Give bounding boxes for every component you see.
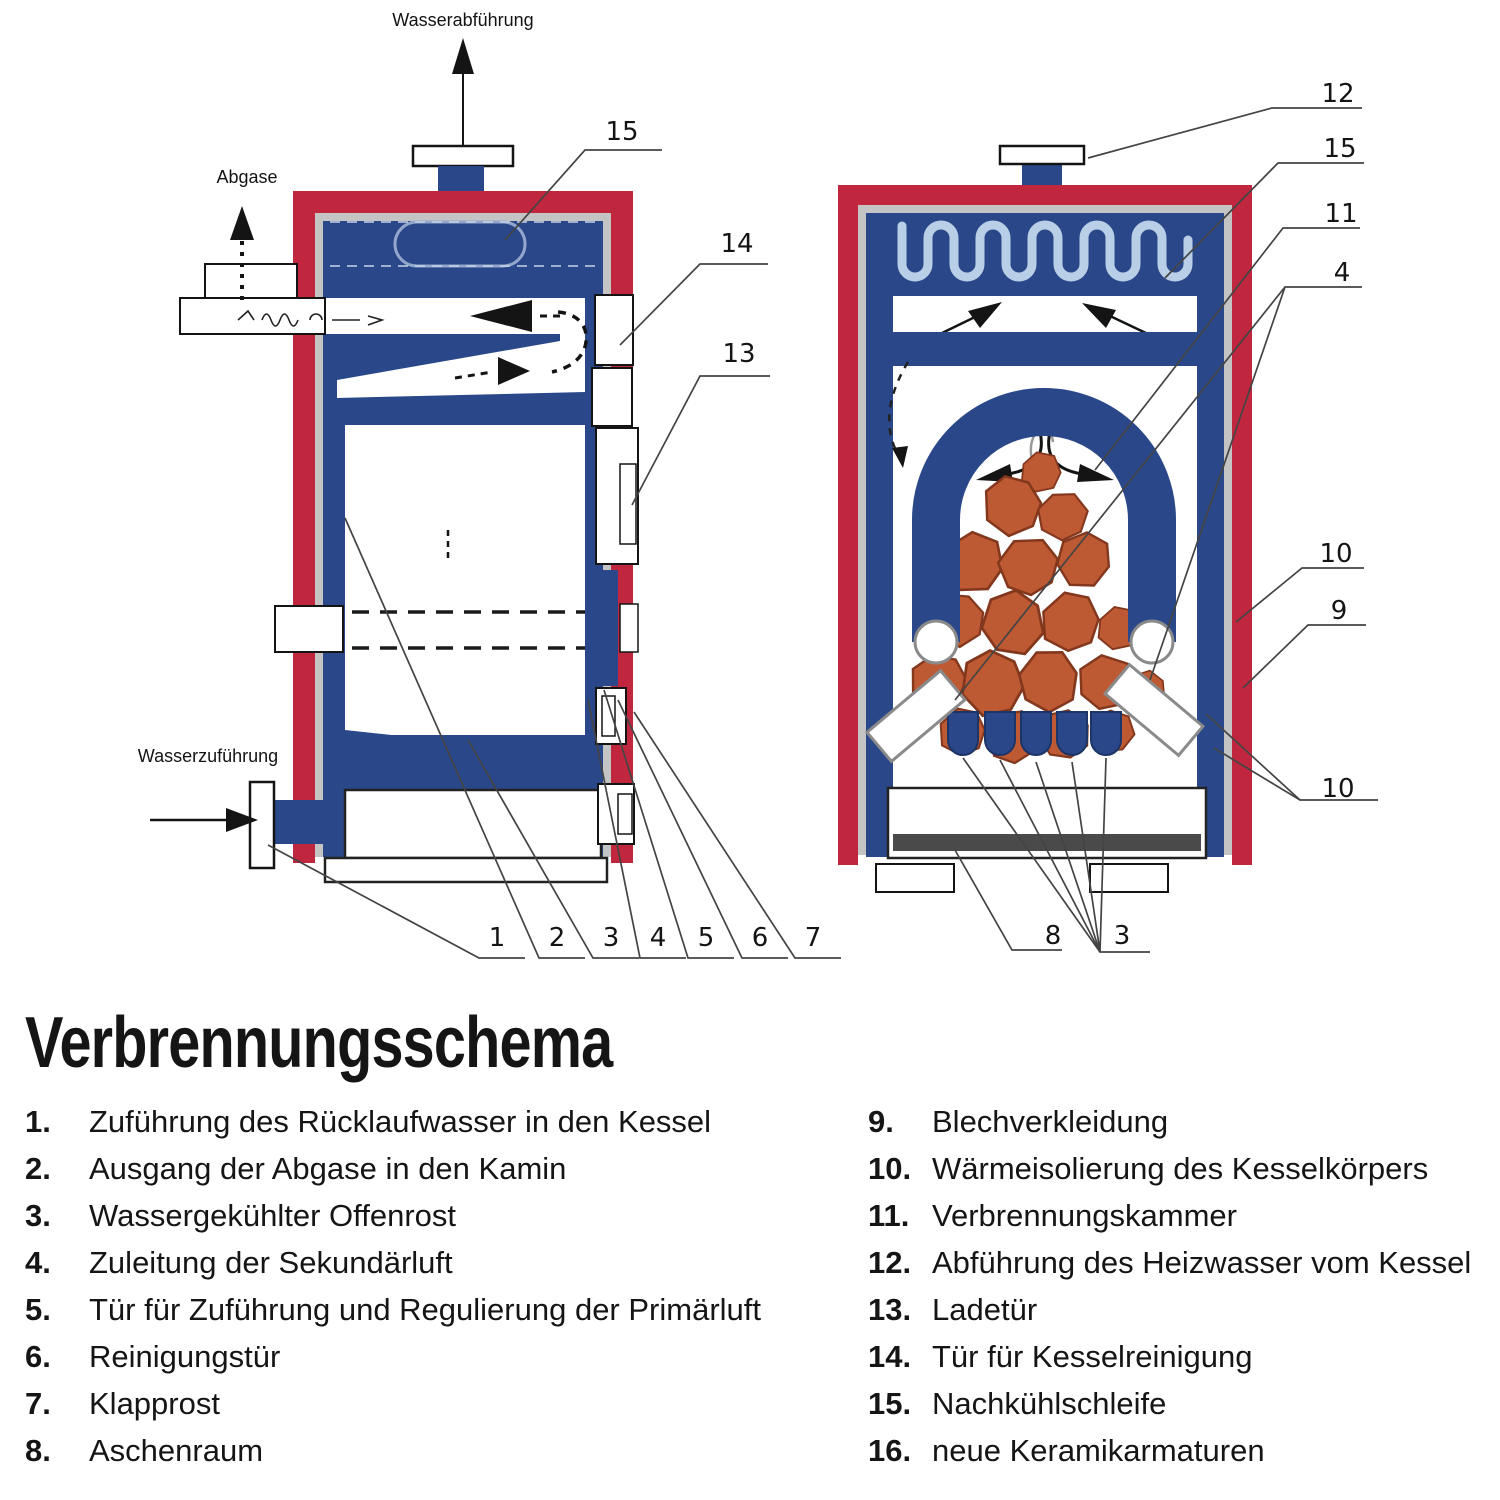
legend-num: 2. [25, 1151, 51, 1186]
legend-title: Verbrennungsschema [25, 1003, 613, 1083]
legend-text: Zuführung des Rücklaufwasser in den Kessel [89, 1104, 712, 1139]
callout-1: 1 [488, 923, 506, 953]
legend-item-13 [868, 1292, 1493, 1339]
callout-10-upper: 10 [1319, 539, 1353, 569]
legend-text: Klapprost [89, 1386, 220, 1421]
boiler-right-section [838, 79, 1378, 952]
legend-text: Wärmeisolierung des Kesselkörpers [932, 1151, 1429, 1186]
legend-text: Ausgang der Abgase in den Kamin [89, 1151, 567, 1186]
water-outlet-arrow-icon [452, 38, 474, 146]
callout-3-left: 3 [602, 923, 620, 953]
callout-4-right: 4 [1333, 258, 1351, 288]
flue-gas-label: Abgase [216, 167, 278, 187]
left-top-flange [413, 146, 513, 166]
legend-text: Tür für Kesselreinigung [932, 1339, 1253, 1374]
legend-item-3 [25, 1198, 845, 1245]
callout-5: 5 [697, 923, 715, 953]
water-outlet-label: Wasserabführung [392, 10, 534, 30]
legend-item-5 [25, 1292, 845, 1339]
legend-text: Aschenraum [89, 1433, 264, 1468]
callout-13: 13 [722, 339, 756, 369]
right-top-flange [1000, 146, 1084, 164]
grate-bumps [948, 712, 1121, 755]
callout-12: 12 [1321, 79, 1355, 109]
legend-text: Reinigungstür [89, 1339, 281, 1374]
legend-text: Nachkühlschleife [932, 1386, 1167, 1421]
cleaning-door-upper [595, 295, 633, 365]
callout-4-left: 4 [649, 923, 667, 953]
callout-9: 9 [1330, 596, 1348, 626]
legend-item-1 [25, 1104, 845, 1151]
callout-6: 6 [751, 923, 769, 953]
legend-text: Abführung des Heizwasser vom Kessel [932, 1245, 1472, 1280]
legend-num: 1. [25, 1104, 51, 1139]
flue-outlet-pipe [180, 298, 325, 334]
legend-num: 15. [868, 1386, 912, 1421]
legend-num: 11. [868, 1198, 910, 1233]
legend-text: Wassergekühlter Offenrost [89, 1198, 456, 1233]
legend-num: 5. [25, 1292, 51, 1327]
legend-column-right [868, 1104, 1493, 1480]
legend-num: 10. [868, 1151, 912, 1186]
callout-11: 11 [1324, 199, 1358, 229]
door-panel [594, 570, 618, 686]
callout-7: 7 [804, 923, 822, 953]
legend-text: neue Keramikarmaturen [932, 1433, 1265, 1468]
right-beam [893, 332, 1197, 366]
boiler-left-section [138, 10, 841, 958]
left-base [325, 858, 607, 882]
left-firebox [345, 425, 585, 735]
legend-item-2 [25, 1151, 845, 1198]
callout-8: 8 [1044, 921, 1062, 951]
legend-item-11 [868, 1198, 1493, 1245]
callout-10-lower: 10 [1321, 774, 1355, 804]
legend-item-7 [25, 1386, 845, 1433]
legend-text: Tür für Zuführung und Regulierung der Primärluft [89, 1292, 761, 1327]
right-gas-channel [893, 296, 1197, 332]
legend-item-6 [25, 1339, 845, 1386]
legend-text: Blechverkleidung [932, 1104, 1169, 1139]
boiler-feet [876, 864, 1168, 892]
legend-num: 3. [25, 1198, 51, 1233]
callout-14: 14 [720, 229, 754, 259]
legend-num: 16. [868, 1433, 912, 1468]
legend-item-16 [868, 1433, 1493, 1480]
legend-num: 13. [868, 1292, 912, 1327]
legend-text: Zuleitung der Sekundärluft [89, 1245, 453, 1280]
legend-item-9 [868, 1104, 1493, 1151]
callout-2: 2 [548, 923, 566, 953]
legend-num: 9. [868, 1104, 894, 1139]
legend-item-4 [25, 1245, 845, 1292]
legend-num: 4. [25, 1245, 51, 1280]
callout-15-right: 15 [1323, 134, 1357, 164]
cleaning-door-lower [592, 368, 632, 426]
legend-num: 14. [868, 1339, 912, 1374]
legend-item-8 [25, 1433, 845, 1480]
legend-num: 7. [25, 1386, 51, 1421]
legend-item-15 [868, 1386, 1493, 1433]
legend-text: Ladetür [932, 1292, 1038, 1327]
legend-num: 6. [25, 1339, 51, 1374]
legend-num: 8. [25, 1433, 51, 1468]
flue-damper-box [205, 264, 297, 298]
legend-num: 12. [868, 1245, 912, 1280]
legend-item-12 [868, 1245, 1493, 1292]
water-inlet-label: Wasserzuführung [137, 746, 279, 766]
ash-chamber [345, 790, 601, 858]
legend-item-14 [868, 1339, 1493, 1386]
callout-3-right: 3 [1113, 921, 1131, 951]
callout-15-left: 15 [605, 117, 639, 147]
legend-text: Verbrennungskammer [932, 1198, 1237, 1233]
legend-column-left [25, 1104, 845, 1480]
left-mid-flange [275, 606, 343, 652]
legend-item-10 [868, 1151, 1493, 1198]
